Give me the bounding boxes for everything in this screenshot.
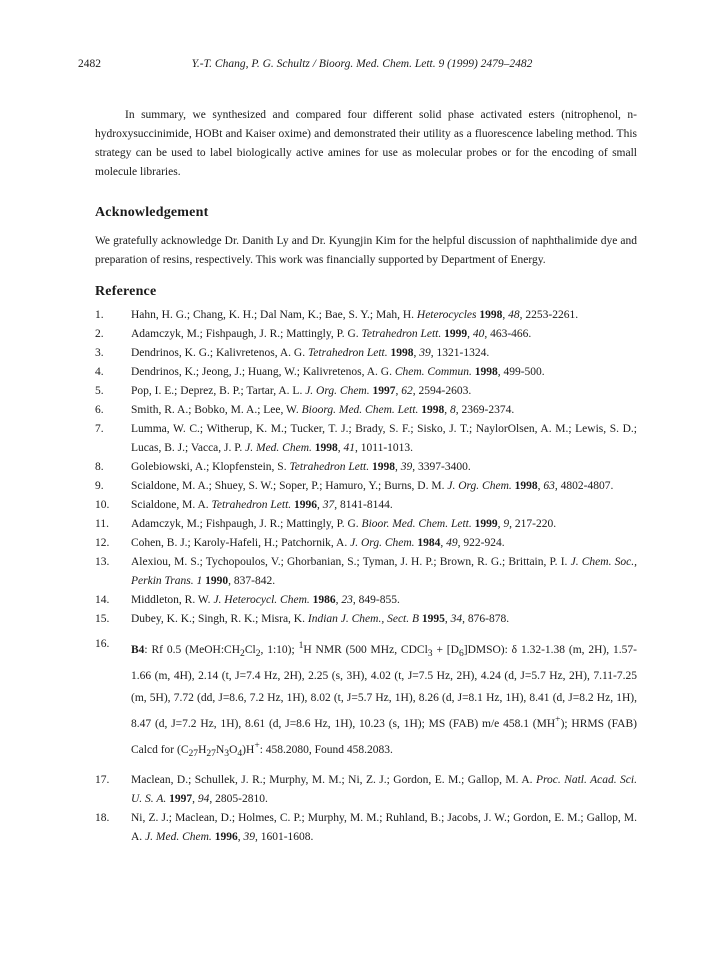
reference-item: 1. Hahn, H. G.; Chang, K. H.; Dal Nam, K.; Bae, S. Y.; Mah, H. Heterocycles 1998, 48, 2253-2261. bbox=[95, 309, 579, 321]
reference-list bbox=[95, 306, 637, 847]
reference-heading: Reference bbox=[95, 284, 157, 299]
reference-item: 3. Dendrinos, K. G.; Kalivretenos, A. G. Tetrahedron Lett. 1998, 39, 1321-1324. bbox=[95, 347, 490, 359]
reference-item: 5. Pop, I. E.; Deprez, B. P.; Tartar, A. L. J. Org. Chem. 1997, 62, 2594-2603. bbox=[95, 385, 472, 397]
acknowledgement-text: We gratefully acknowledge Dr. Danith Ly and Dr. Kyungjin Kim for the helpful discussion of naphthalimide dye and preparation of resins, respectively. This work was financially supported by Department of Energy. bbox=[95, 235, 637, 266]
page-number: 2482 bbox=[78, 58, 101, 70]
reference-item: 14. Middleton, R. W. J. Heterocycl. Chem. 1986, 23, 849-855. bbox=[95, 594, 400, 606]
summary-text: In summary, we synthesized and compared four different solid phase activated esters (nitrophenol, n-hydroxysuccinimide, HOBt and Kaiser oxime) and demonstrated their utility as a fluorescence labeling method. This strategy can be used to label biologically active amines for use as molecular probes or for the encoding of small molecule libraries. bbox=[95, 109, 637, 178]
page-header bbox=[78, 58, 646, 74]
reference-item: 7. Lumma, W. C.; Witherup, K. M.; Tucker, T. J.; Brady, S. F.; Sisko, J. T.; NaylorOlsen, A. M.; Lewis, S. D.; Lucas, B. J.; Vacca, J. P. J. Med. Chem. 1998, 41, 1011-1013. bbox=[95, 423, 637, 454]
reference-item: 15. Dubey, K. K.; Singh, R. K.; Misra, K. Indian J. Chem., Sect. B 1995, 34, 876-878. bbox=[95, 613, 510, 625]
reference-item: 10. Scialdone, M. A. Tetrahedron Lett. 1996, 37, 8141-8144. bbox=[95, 499, 393, 511]
summary-paragraph bbox=[95, 106, 637, 182]
reference-item: 13. Alexiou, M. S.; Tychopoulos, V.; Ghorbanian, S.; Tyman, J. H. P.; Brown, R. G.; Brittain, P. I. J. Chem. Soc., Perkin Trans. 1 1990, 837-842. bbox=[95, 556, 637, 587]
reference-item: 17. Maclean, D.; Schullek, J. R.; Murphy, M. M.; Ni, Z. J.; Gordon, E. M.; Gallop, M. A. Proc. Natl. Acad. Sci. U. S. A. 1997, 94, 2805-2810. bbox=[95, 774, 637, 806]
reference-item: 8. Golebiowski, A.; Klopfenstein, S. Tetrahedron Lett. 1998, 39, 3397-3400. bbox=[95, 461, 471, 473]
reference-item: 9. Scialdone, M. A.; Shuey, S. W.; Soper, P.; Hamuro, Y.; Burns, D. M. J. Org. Chem. 1998, 63, 4802-4807. bbox=[95, 480, 614, 492]
reference-item: 12. Cohen, B. J.; Karoly-Hafeli, H.; Patchornik, A. J. Org. Chem. 1984, 49, 922-924. bbox=[95, 537, 505, 549]
reference-item-compound-data: 16. B4: Rf 0.5 ($MeOH:CH_2Cl_2$, 1:10); $^1$H NMR (500 MHz, CDCl$_3$ + $[D_6]DMSO$): δ 1.32-1.38 (m, 2H), 1.57-1.66 (m, 4H), 2.14 (t, J=7.4 Hz, 2H), 2.25 (s, 3H), 4.02 (t, J=7.5 Hz, 2H), 4.24 (d, J=5.7 Hz, 2H), 7.11-7.25 (m, 5H), 7.72 (dd, J=8.6, 7.2 Hz, 1H), 8.02 (t, J=5.7 Hz, 1H), 8.26 (d, J=8.1 Hz, 1H), 8.41 (d, J=8.2 Hz, 1H), 8.47 (d, J=7.2 Hz, 1H), 8.61 (d, J=8.6 Hz, 1H), 10.23 (s, 1H); MS (FAB) m/e 458.1 (MH+); HRMS (FAB) Calcd for $(C_{27}H_{27}N_3O_4)H^+$: 458.2080, Found 458.2083. bbox=[95, 638, 638, 760]
reference-item: 18. Ni, Z. J.; Maclean, D.; Holmes, C. P.; Murphy, M. M.; Ruhland, B.; Jacobs, J. W.; Gordon, E. M.; Gallop, M. A. J. Med. Chem. 1996, 39, 1601-1608. bbox=[95, 812, 637, 844]
reference-item: 6. Smith, R. A.; Bobko, M. A.; Lee, W. Bioorg. Med. Chem. Lett. 1998, 8, 2369-2374. bbox=[95, 404, 515, 416]
acknowledgement-heading: Acknowledgement bbox=[95, 205, 209, 220]
reference-item: 11. Adamczyk, M.; Fishpaugh, J. R.; Mattingly, P. G. Bioor. Med. Chem. Lett. 1999, 9, 217-220. bbox=[95, 518, 557, 530]
reference-item: 4. Dendrinos, K.; Jeong, J.; Huang, W.; Kalivretenos, A. G. Chem. Commun. 1998, 499-500. bbox=[95, 366, 545, 378]
running-head: Y.-T. Chang, P. G. Schultz / Bioorg. Med. Chem. Lett. 9 (1999) 2479–2482 bbox=[191, 58, 533, 70]
reference-item: 2. Adamczyk, M.; Fishpaugh, J. R.; Mattingly, P. G. Tetrahedron Lett. 1999, 40, 463-466. bbox=[95, 328, 532, 340]
